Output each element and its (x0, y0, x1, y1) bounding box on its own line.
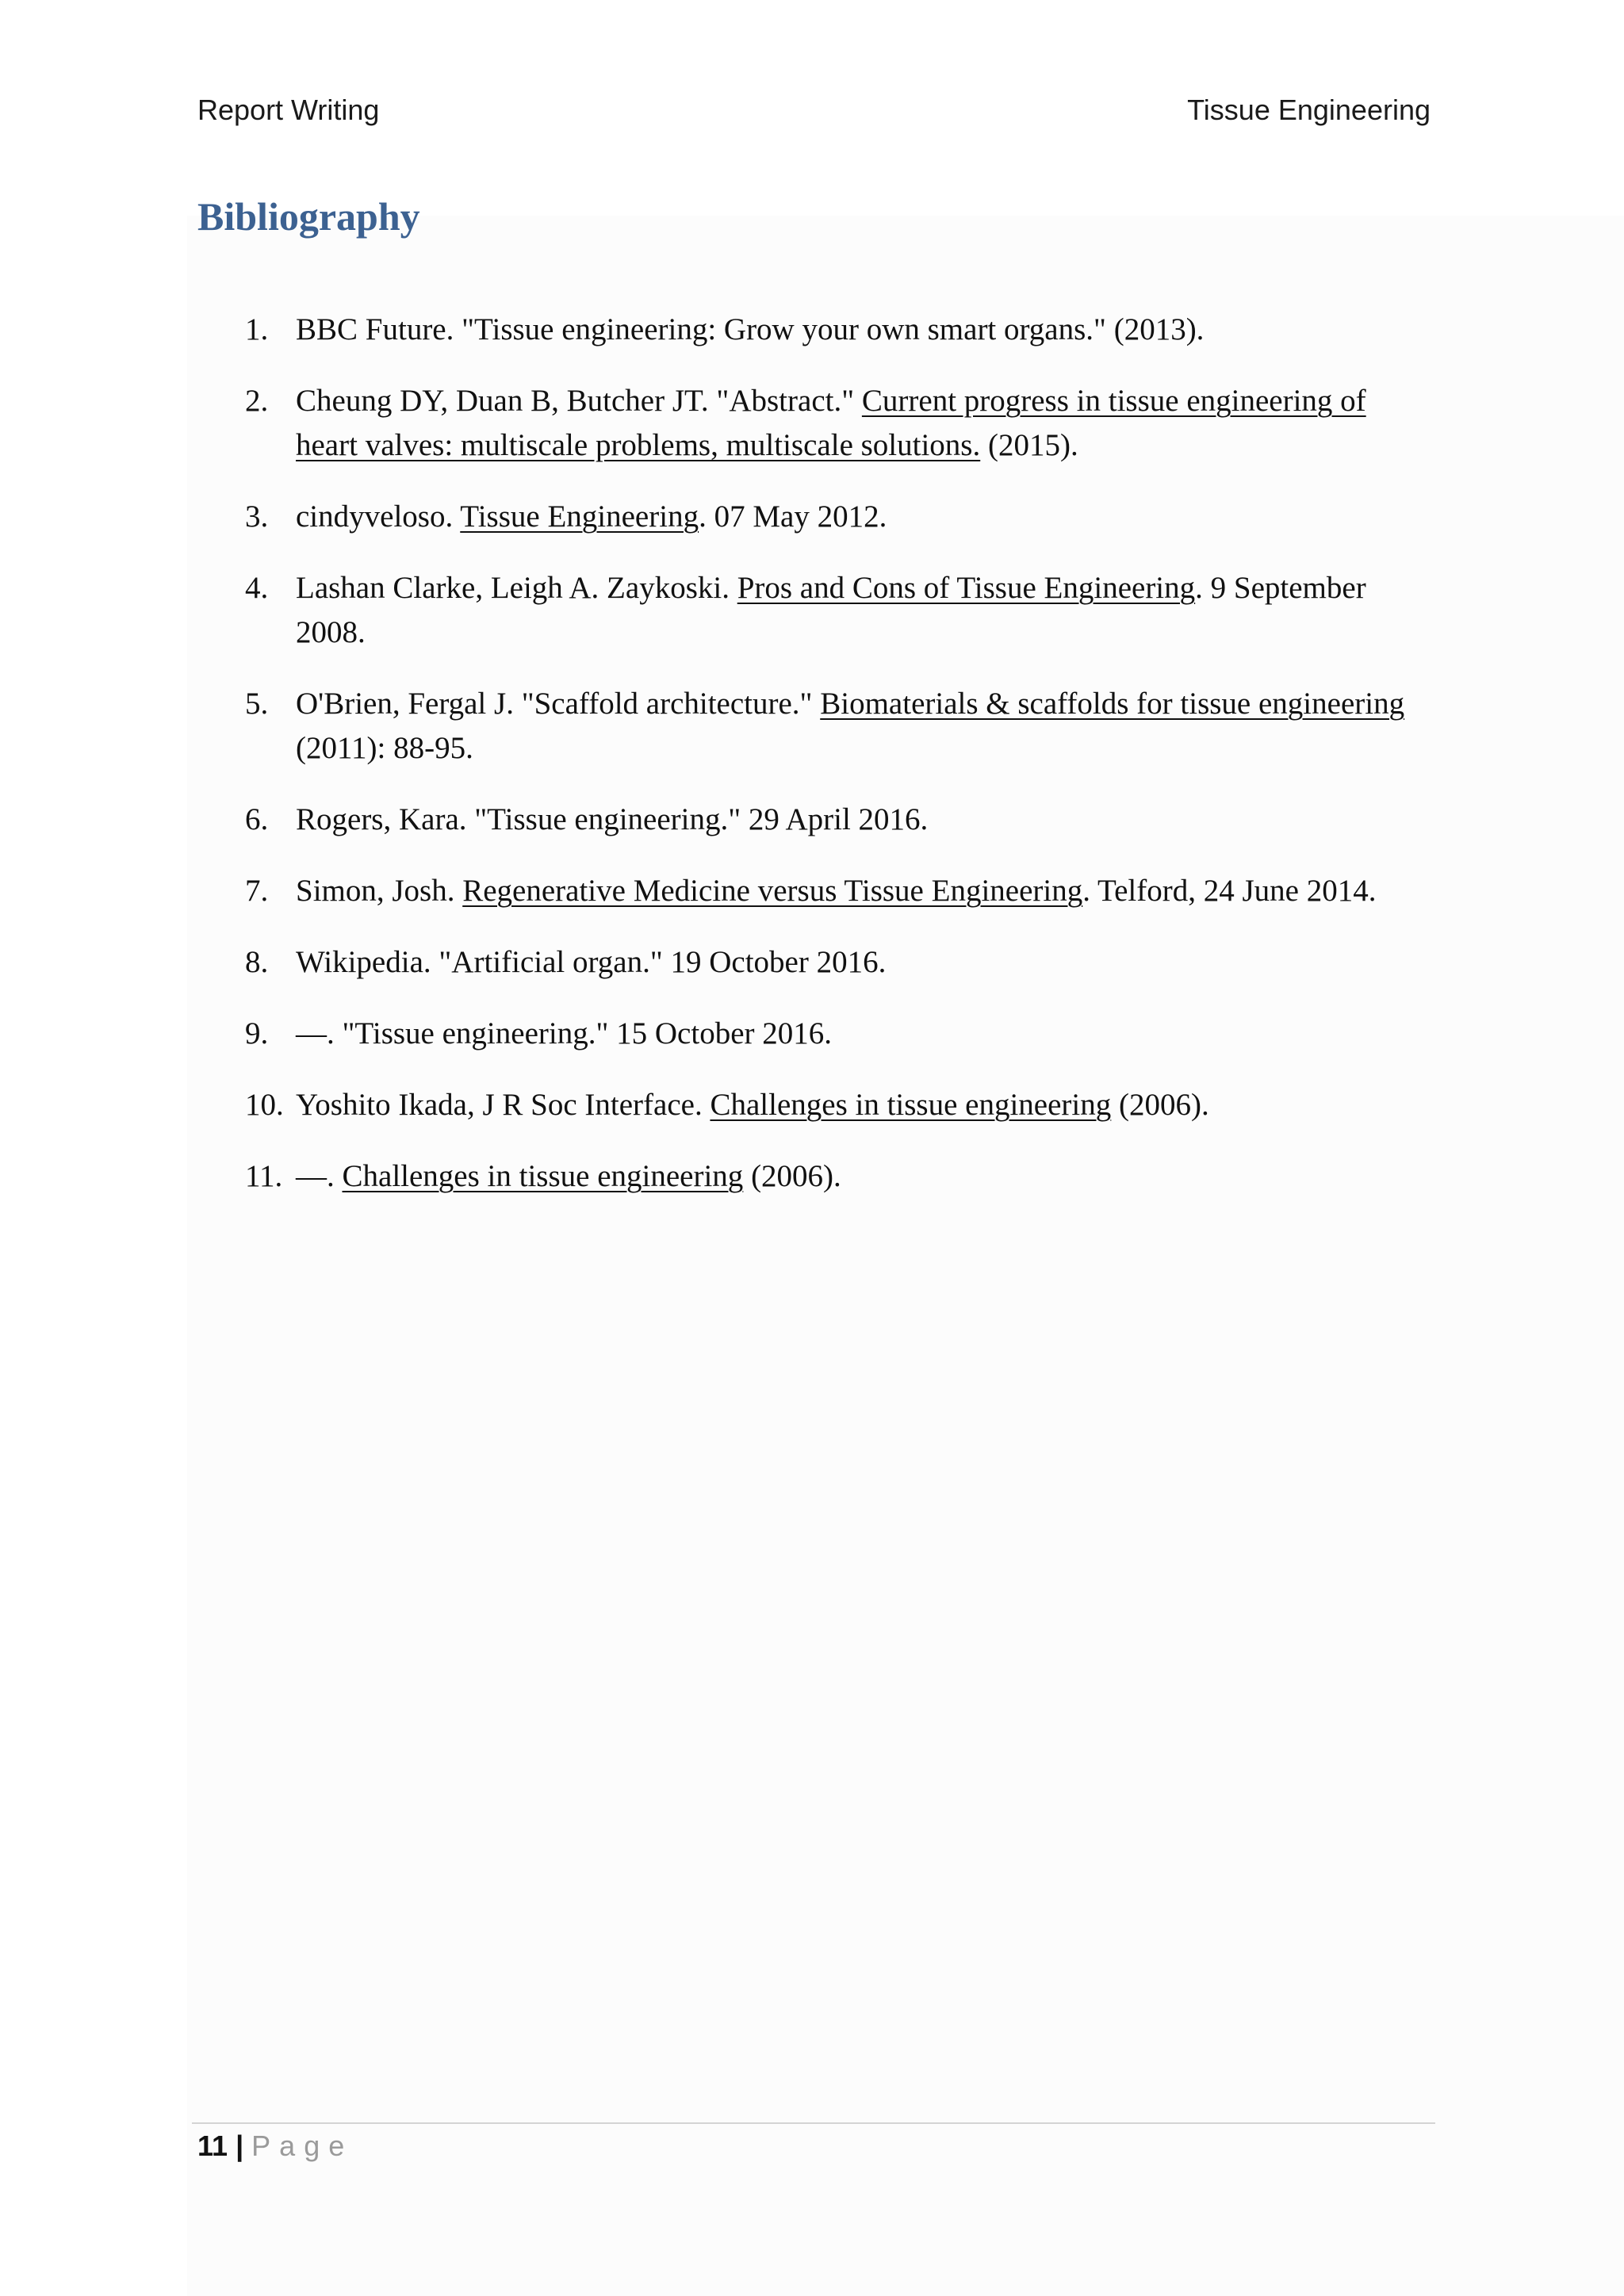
reference-text: O'Brien, Fergal J. "Scaffold architecture." (296, 687, 821, 721)
reference-link[interactable]: Biomaterials & scaffolds for tissue engineering (820, 687, 1405, 721)
reference-number: 6. (245, 802, 269, 836)
reference-text: —. (296, 1159, 343, 1193)
reference-text: Lashan Clarke, Leigh A. Zaykoski. (296, 571, 737, 605)
header-left-text: Report Writing (197, 94, 380, 126)
reference-text: . 07 May 2012. (699, 499, 887, 534)
reference-text: (2006). (743, 1159, 841, 1193)
page-footer (197, 2126, 353, 2166)
reference-item (197, 379, 1423, 468)
reference-number: 5. (245, 687, 269, 721)
reference-item (197, 566, 1423, 655)
reference-text: (2015). (980, 428, 1078, 462)
reference-text: Yoshito Ikada, J R Soc Interface. (296, 1088, 710, 1122)
reference-text: Rogers, Kara. "Tissue engineering." 29 April 2016. (296, 802, 929, 836)
reference-number: 9. (245, 1016, 269, 1050)
footer-divider (192, 2122, 1435, 2124)
reference-text: (2006). (1111, 1088, 1209, 1122)
reference-text: . 9 September 2008. (296, 571, 1366, 649)
reference-number: 4. (245, 571, 269, 605)
page-separator: | (236, 2130, 244, 2162)
reference-text: Wikipedia. "Artificial organ." 19 October 2016. (296, 945, 887, 979)
reference-text: BBC Future. "Tissue engineering: Grow your own smart organs." (2013). (296, 312, 1205, 346)
reference-link[interactable]: Tissue Engineering (460, 499, 699, 534)
reference-number: 1. (245, 312, 269, 346)
reference-text: . Telford, 24 June 2014. (1082, 874, 1377, 908)
bibliography-list (197, 308, 1423, 1226)
reference-number: 8. (245, 945, 269, 979)
reference-link[interactable]: Challenges in tissue engineering (710, 1088, 1112, 1122)
reference-item (197, 1154, 1423, 1199)
reference-item (197, 1012, 1423, 1056)
reference-link[interactable]: Pros and Cons of Tissue Engineering (737, 571, 1196, 605)
reference-item (197, 940, 1423, 985)
reference-number: 11. (245, 1159, 283, 1193)
reference-link[interactable]: Challenges in tissue engineering (342, 1159, 744, 1193)
reference-text: —. "Tissue engineering." 15 October 2016. (296, 1016, 832, 1050)
reference-item (197, 1083, 1423, 1127)
reference-number: 7. (245, 874, 269, 908)
reference-link[interactable]: Current progress in tissue engineering of heart valves: multiscale problems, multiscale solutions. (296, 384, 1366, 462)
page-number: 11 (197, 2130, 228, 2162)
section-title: Bibliography (197, 194, 420, 239)
reference-text: cindyveloso. (296, 499, 461, 534)
reference-number: 3. (245, 499, 269, 534)
reference-item (197, 798, 1423, 842)
reference-number: 2. (245, 384, 269, 418)
reference-item (197, 495, 1423, 539)
reference-link[interactable]: Regenerative Medicine versus Tissue Engineering (462, 874, 1083, 908)
reference-item (197, 308, 1423, 352)
header-right-text: Tissue Engineering (1187, 94, 1431, 126)
reference-item (197, 869, 1423, 913)
page-header (197, 94, 1431, 133)
reference-text: (2011): 88-95. (296, 731, 473, 765)
page-label: Page (251, 2130, 354, 2162)
reference-text: Simon, Josh. (296, 874, 463, 908)
reference-text: Cheung DY, Duan B, Butcher JT. "Abstract." (296, 384, 862, 418)
reference-item (197, 682, 1423, 771)
reference-number: 10. (245, 1088, 284, 1122)
